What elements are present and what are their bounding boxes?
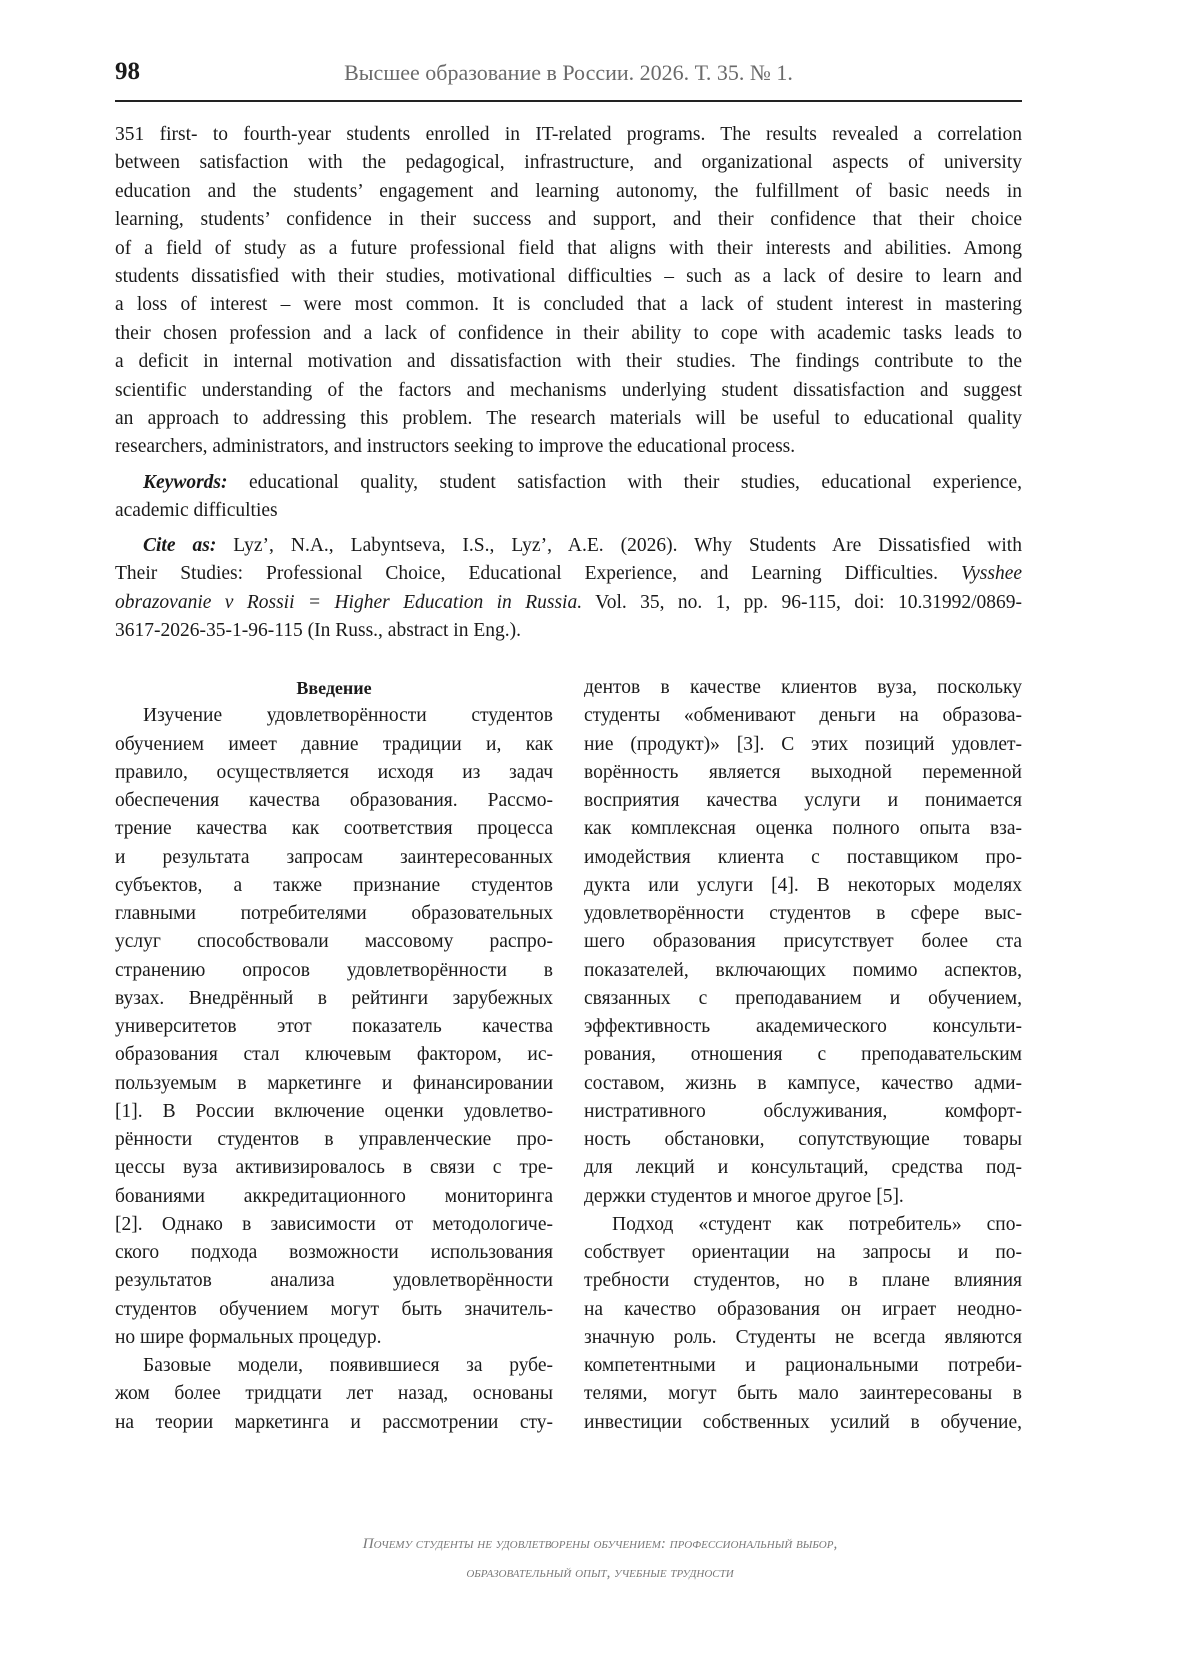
keywords-line: academic difficulties xyxy=(115,500,278,522)
text-line: рённости студентов в управленческие про- xyxy=(115,1129,553,1150)
keywords xyxy=(115,469,1022,526)
text-line: образования стал ключевым фактором, ис- xyxy=(115,1044,553,1066)
citation-line xyxy=(115,532,1022,560)
paragraph xyxy=(115,702,553,1352)
text-line: держки студентов и многое другое [5]. xyxy=(584,1185,904,1207)
paragraph xyxy=(584,674,1022,1211)
text-line: трение качества как соответствия процесса xyxy=(115,818,553,840)
text-line: ние (продукт)» [3]. С этих позиций удовлет- xyxy=(584,733,1022,755)
section-heading: Введение xyxy=(296,678,372,698)
abstract-line: a loss of interest – were most common. It is concluded that a lack of student interest in mastering xyxy=(115,294,1022,316)
text-line: услуг способствовали массовому распро- xyxy=(115,931,553,953)
text-line: на теории маркетинга и рассмотрении сту- xyxy=(115,1411,553,1433)
text-line: и результата запросам заинтересованных xyxy=(115,846,553,868)
cite-text: Vol. 35, no. 1, pp. 96-115, doi: 10.31992/0869- xyxy=(582,591,1023,613)
right-column xyxy=(584,674,1022,1437)
text-line: бованиями аккредитационного мониторинга xyxy=(115,1185,553,1207)
abstract-line: of a field of study as a future professional field that aligns with their interests and abilities. Among xyxy=(115,237,1022,259)
text-line: собствует ориентации на запросы и по- xyxy=(584,1242,1022,1263)
abstract-line: scientific understanding of the factors and mechanisms underlying student dissatisfaction and suggest xyxy=(115,379,1022,401)
keywords-line xyxy=(115,469,1022,497)
text-line: странению опросов удовлетворённости в xyxy=(115,959,553,981)
text-line: Подход «студент как потребитель» спо- xyxy=(612,1213,1022,1235)
text-line: вузах. Внедрённый в рейтинги зарубежных xyxy=(115,987,553,1009)
text-line: шего образования присутствует более ста xyxy=(584,931,1022,953)
text-line: восприятия качества услуги и понимается xyxy=(584,790,1022,811)
citation-line xyxy=(115,589,1022,617)
text-line: обучением имеет давние традиции и, как xyxy=(115,733,553,755)
text-line: компетентными и рациональными потреби- xyxy=(584,1355,1022,1376)
text-line: правило, осуществляется исходя из задач xyxy=(115,761,553,783)
abstract-line: education and the students’ engagement and learning autonomy, the fulfillment of basic needs in xyxy=(115,180,1022,202)
abstract-line: students dissatisfied with their studies, motivational difficulties – such as a lack of desire to learn and xyxy=(115,266,1022,288)
abstract-line: between satisfaction with the pedagogical, infrastructure, and organizational aspects of university xyxy=(115,152,1022,174)
text-line: но шире формальных процедур. xyxy=(115,1326,382,1348)
text-line: имодействия клиента с поставщиком про- xyxy=(584,846,1022,868)
abstract-continuation xyxy=(115,121,1022,462)
paragraph xyxy=(115,1352,553,1437)
text-line: студенты «обменивают деньги на образова- xyxy=(584,705,1022,727)
text-line: на качество образования он играет неодно- xyxy=(584,1298,1022,1320)
text-line: ворённость является выходной переменной xyxy=(584,761,1022,783)
text-line: субъектов, а также признание студентов xyxy=(115,874,553,896)
text-line: показателей, включающих помимо аспектов, xyxy=(584,959,1022,981)
text-line: составом, жизнь в кампусе, качество адми- xyxy=(584,1072,1022,1094)
text-line: обеспечения качества образования. Рассмо- xyxy=(115,790,553,811)
cite-label: Cite as: xyxy=(143,535,217,556)
page-header xyxy=(115,58,1022,98)
text-line: студентов обучением могут быть значитель- xyxy=(115,1298,553,1320)
text-line: связанных с преподаванием и обучением, xyxy=(584,987,1022,1009)
abstract-line: researchers, administrators, and instructors seeking to improve the educational process. xyxy=(115,436,796,458)
citation-line xyxy=(115,560,1022,588)
journal-running-title: Высшее образование в России. 2026. Т. 35. № 1. xyxy=(344,60,793,85)
text-line: удовлетворённости студентов в сфере выс- xyxy=(584,903,1022,924)
text-line: значную роль. Студенты не всегда являются xyxy=(584,1326,1022,1348)
text-line: рования, отношения с преподавательским xyxy=(584,1044,1022,1066)
text-line: эффективность академического консульти- xyxy=(584,1016,1022,1037)
abstract-line: an approach to addressing this problem. The research materials will be useful to educational quality xyxy=(115,408,1022,430)
abstract-line: a deficit in internal motivation and dissatisfaction with their studies. The findings contribute to the xyxy=(115,351,1022,373)
text-line: университетов этот показатель качества xyxy=(115,1016,553,1037)
citation-line: 3617-2026-35-1-96-115 (In Russ., abstract in Eng.). xyxy=(115,620,521,642)
text-line: результатов анализа удовлетворённости xyxy=(115,1270,553,1292)
text-line: [2]. Однако в зависимости от методологиче- xyxy=(115,1213,553,1235)
cite-journal: obrazovanie v Rossii = Higher Education in Russia. xyxy=(115,591,583,613)
citation xyxy=(115,532,1022,646)
text-line: нистративного обслуживания, комфорт- xyxy=(584,1100,1022,1122)
text-line: дентов в качестве клиентов вуза, поскольку xyxy=(584,677,1022,698)
footer-line: Почему студенты не удовлетворены обучением: профессиональный выбор, xyxy=(362,1536,838,1552)
text-line: требности студентов, но в плане влияния xyxy=(584,1270,1022,1292)
text-line: дукта или услуги [4]. В некоторых моделях xyxy=(584,874,1022,896)
header-rule xyxy=(115,100,1022,102)
text-line: инвестиции собственных усилий в обучение, xyxy=(584,1411,1022,1433)
text-line: Изучение удовлетворённости студентов xyxy=(143,705,553,727)
text-line: телями, могут быть мало заинтересованы в xyxy=(584,1383,1022,1405)
text-line: как комплексная оценка полного опыта вза- xyxy=(584,818,1022,840)
text-line: ность обстановки, сопутствующие товары xyxy=(584,1129,1022,1150)
text-line: пользуемым в маркетинге и финансировании xyxy=(115,1072,553,1094)
abstract-line: learning, students’ confidence in their success and support, and their confidence that their choice xyxy=(115,209,1022,231)
keywords-label: Keywords: xyxy=(143,472,228,493)
text-line: жом более тридцати лет назад, основаны xyxy=(115,1383,553,1405)
text-line: главными потребителями образовательных xyxy=(115,903,553,924)
abstract-line: 351 first- to fourth-year students enrolled in IT-related programs. The results revealed a correlation xyxy=(115,124,1022,145)
page-number: 98 xyxy=(115,58,140,85)
text-line: Базовые модели, появившиеся за рубе- xyxy=(143,1355,553,1376)
paragraph xyxy=(584,1211,1022,1437)
left-column xyxy=(115,674,553,1437)
cite-text: Their Studies: Professional Choice, Educational Experience, and Learning Difficulties. xyxy=(115,563,961,585)
footer-line: образовательный опыт, учебные трудности xyxy=(466,1565,734,1581)
text-line: [1]. В России включение оценки удовлетво- xyxy=(115,1100,553,1122)
abstract-line: their chosen profession and a lack of confidence in their ability to cope with academic tasks leads to xyxy=(115,322,1022,344)
text-line: ского подхода возможности использования xyxy=(115,1242,553,1263)
cite-journal: Vysshee xyxy=(960,563,1022,585)
text-line: для лекций и консультаций, средства под- xyxy=(584,1157,1022,1179)
keywords-text: educational quality, student satisfaction with their studies, educational experience, xyxy=(227,472,1022,493)
text-line: цессы вуза активизировалось в связи с тре- xyxy=(115,1157,553,1179)
cite-text: Lyz’, N.A., Labyntseva, I.S., Lyz’, A.E. (2026). Why Students Are Dissatisfied with xyxy=(216,535,1022,556)
running-footer xyxy=(0,1530,1200,1588)
